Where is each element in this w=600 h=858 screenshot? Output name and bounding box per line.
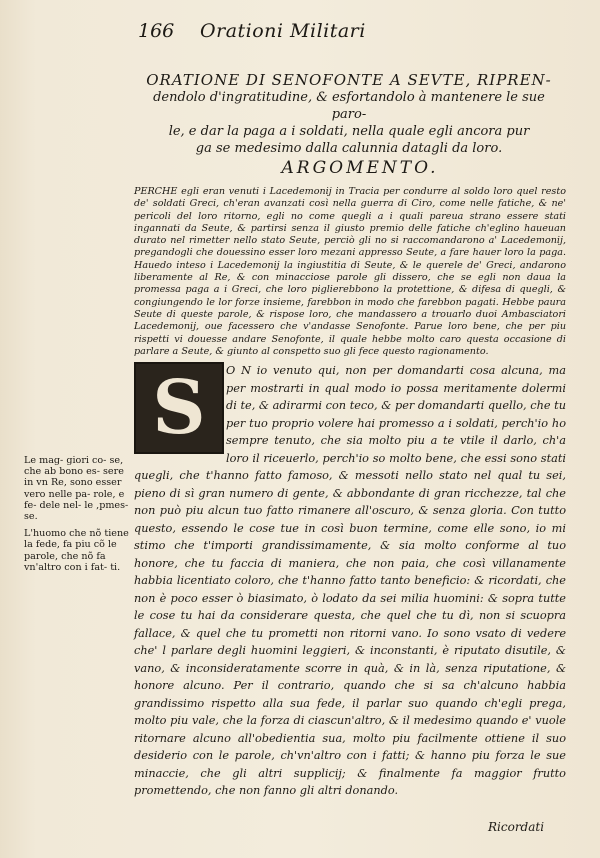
title-line-2: dendolo d'ingratitudine, & esfortandolo à mantenere le sue paro-	[153, 90, 545, 122]
oration-title	[134, 72, 564, 157]
margin-notes	[24, 455, 132, 579]
title-line-3: le, e dar la paga a i soldati, nella quale egli ancora pur	[168, 124, 530, 139]
page-header	[138, 20, 558, 42]
title-line-1: ORATIONE DI SENOFONTE A SEVTE, RIPREN-	[146, 71, 552, 89]
argomento-heading: ARGOMENTO.	[281, 158, 439, 178]
title-line-4: ga se medesimo dalla calunnia datagli da loro.	[195, 141, 503, 156]
margin-note-1: Le mag- giori co- se, che ab bono es- sere in vn Re, sono esser vero nelle pa- role, e fe- dele nel- le ,pmes- se.	[24, 455, 129, 523]
decorated-initial	[134, 362, 224, 454]
argument-text: PERCHE egli eran venuti i Lacedemonij in Tracia per condurre al soldo loro quel resto de' soldati Greci, ch'eran avanzati così nella guerra di Ciro, come nelle fatiche, & ne' pericoli del loro ritorno, egli no come quegli a i quali pareua strano essere stati ingannati da Seute, & partirsi senza il giusto premio delle fatiche ch'eglino haueuan durato nel rimetter nello stato Seute, perciò gli no si raccomandarono a' Lacedemonij, pregandogli che douessino esser loro mezani appresso Seute, a fare hauer loro la paga. Hauedo inteso i Lacedemonij la ingiustitia di Seute, & le querele de' Greci, andarono liberamente al Re, & con minacciose parole gli dissero, che se egli non daua la promessa paga a i Greci, che loro piglierebbono la protettione, & difesa di quegli, & congiungendo le lor forze insieme, farebbon in modo che farebbon pagati. Hebbe paura Seute di queste parole, & rispose loro, che mandassero a trouarlo duoi Ambasciatori Lacedemonij, oue facessero che v'andasse Senofonte. Parue loro bene, che per piu rispetti vi douesse andare Senofonte, il quale hebbe molto caro questa occasione di parlare a Seute, & giunto al conspetto suo gli fece questo ragionamento.	[134, 186, 566, 357]
margin-note-2: L'huomo che nõ tiene la fede, fa piu cõ le parole, che nõ fa vn'altro con i fat- ti.	[24, 528, 129, 573]
argument-paragraph	[134, 186, 566, 358]
catchword: Ricordati	[488, 820, 545, 834]
dropcap-letter: S	[152, 365, 206, 451]
body-paragraph: O N io venuto qui, non per domandarti cosa alcuna, ma per mostrarti in qual modo io possa meritamente dolermi di te, & adirarmi con teco, & per domandarti quello, che tu per tuo proprio volere hai promesso a i soldati, perch'io ho sempre tenuto, che sia molto piu a te vtile il darlo, ch'a loro il riceuerlo, perch'io so molto bene, che essi sono stati quegli, che t'hanno fatto famoso, & messoti nello stato nel qual tu sei, pieno di sì gran numero di gente, & abbondante di gran ricchezze, tal che non può piu alcun tuo fatto rimanere all'oscuro, & senza gloria. Con tutto questo, essendo le cose tue in così buon termine, come elle sono, io mi stimo che t'importi grandissimamente, & sia molto conforme al tuo honore, che tu faccia di maniera, che non paia, che così villanamente habbia licentiato coloro, che t'hanno fatto tanto beneficio: & ricordati, che non è poco esser ò biasimato, ò lodato da sei milia huomini: & sopra tutte le cose tu hai da considerare questa, che quel che tu dì, non si scuopra fallace, & quel che tu prometti non ritorni vano. Io sono vsato di vedere che' l parlare degli huomini leggieri, & inconstanti, è riputato disutile, & vano, & inconsideratamente scorre in quà, & in là, senza riputatione, & honore alcuno. Per il contrario, quando che si sa ch'alcuno habbia grandissimo rispetto alla sua fede, il parlar suo quando ch'egli prega, molto piu vale, che la forza di ciascun'altro, & il medesimo quando e' vuole ritornare alcuno all'obedientia sua, molto piu facilmente ottiene il suo desiderio con le parole, ch'vn'altro con i fatti; & hanno piu forza le sue minaccie, che gli altri supplicij; & finalmente fa maggior frutto promettendo, che non fanno gli altri donando.	[134, 364, 566, 797]
page-number: 166	[138, 20, 175, 42]
running-title: Orationi Militari	[200, 20, 366, 42]
